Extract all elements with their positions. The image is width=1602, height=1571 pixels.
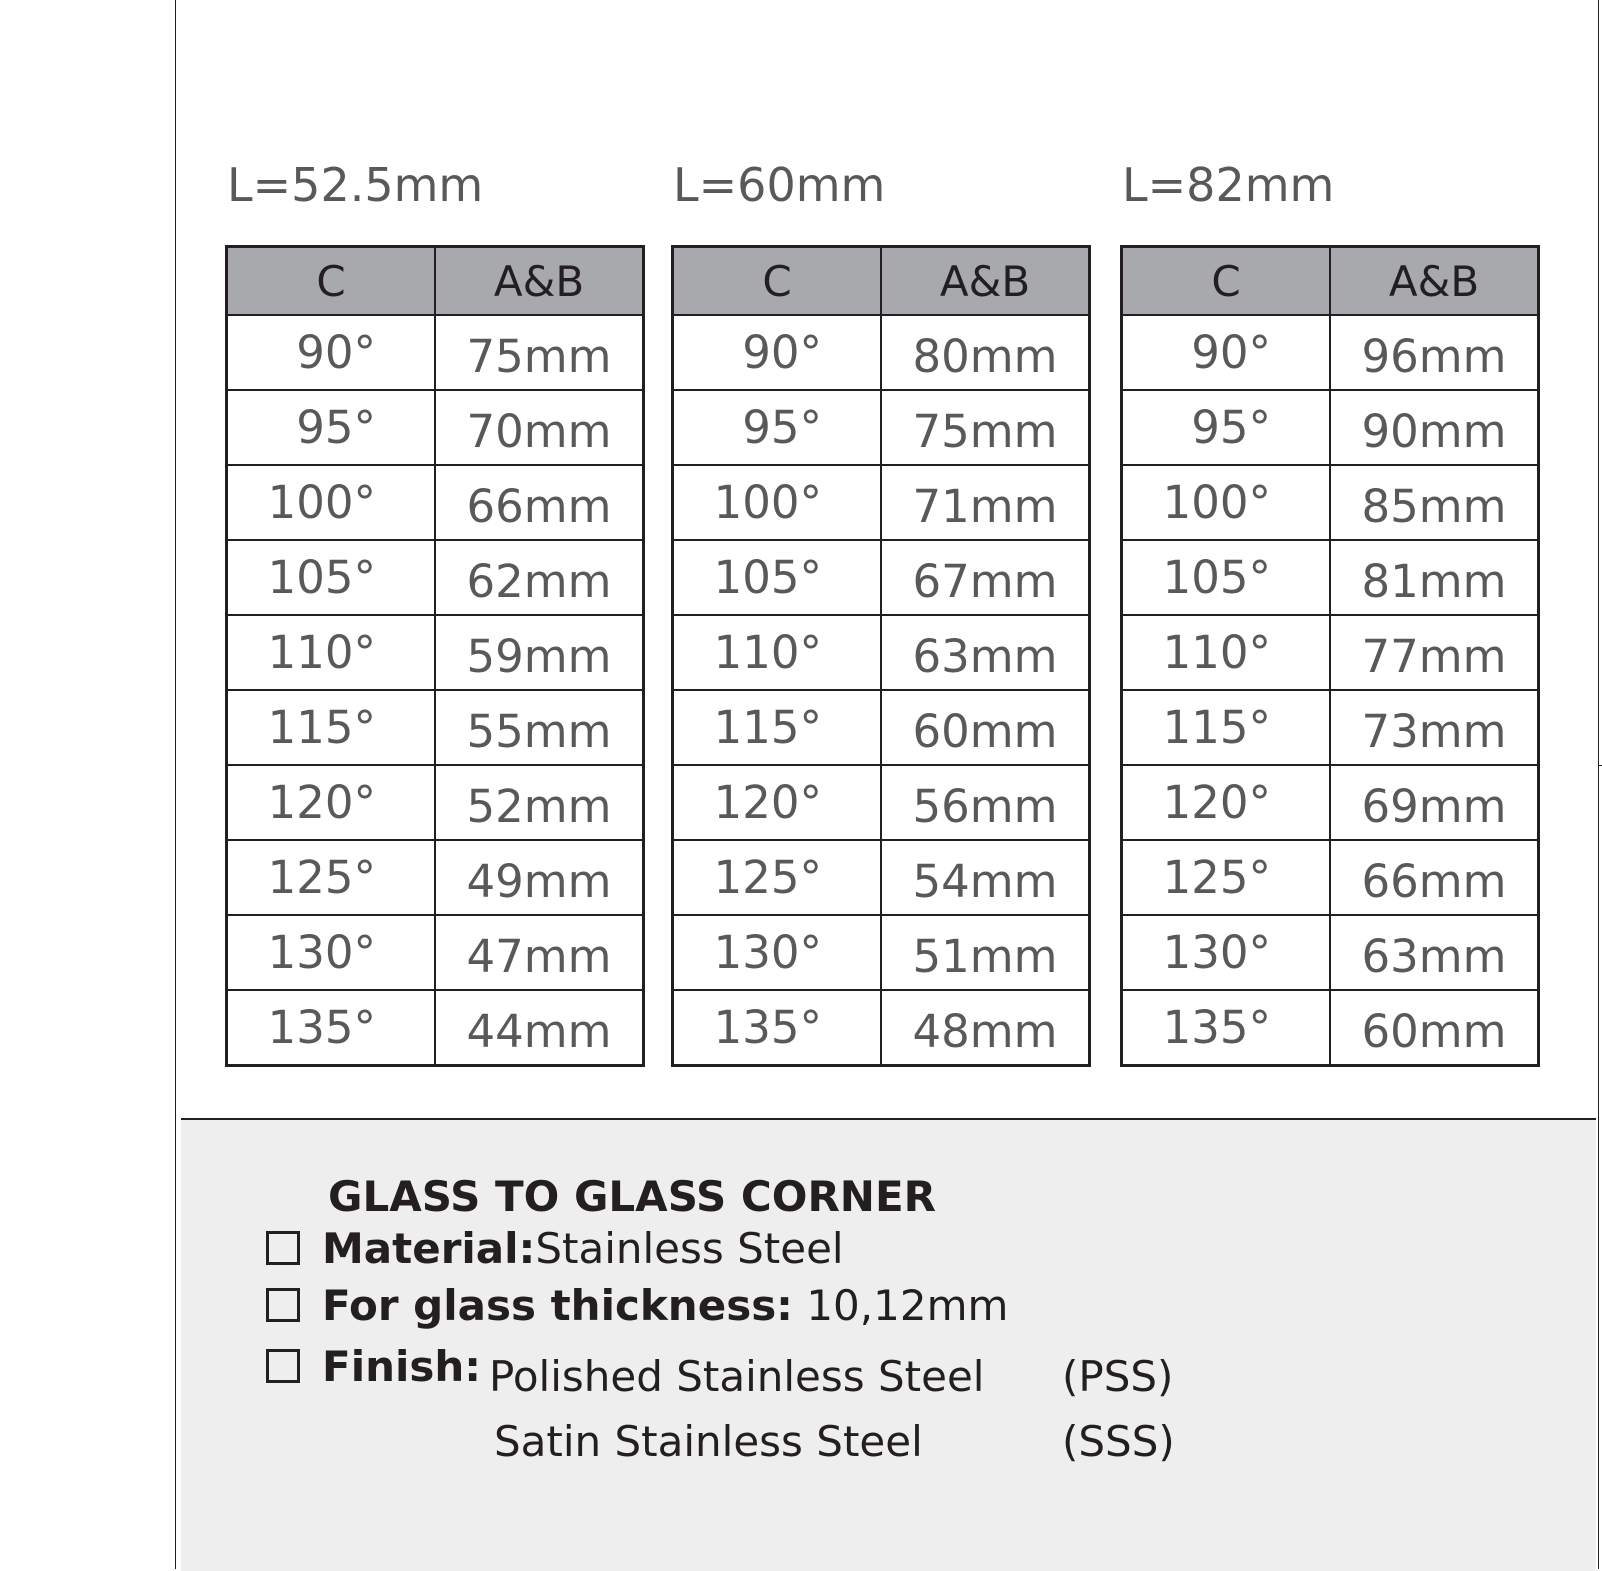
angle-cell: 120° [673, 765, 882, 840]
angle-cell: 90° [673, 315, 882, 390]
column-header-length: A&B [1330, 247, 1539, 316]
angle-cell: 115° [1122, 690, 1331, 765]
table-row [673, 390, 1090, 465]
length-cell: 63mm [881, 615, 1090, 690]
length-cell: 81mm [1330, 540, 1539, 615]
material-row [266, 1224, 844, 1273]
length-cell: 73mm [1330, 690, 1539, 765]
spec-table-block [1120, 150, 1540, 1067]
table-row [227, 390, 644, 465]
table-row [1122, 690, 1539, 765]
length-cell: 90mm [1330, 390, 1539, 465]
spec-table [671, 245, 1091, 1067]
angle-cell: 95° [227, 390, 436, 465]
checkbox-square-icon [266, 1349, 300, 1383]
material-label: Material: [322, 1224, 536, 1273]
table-row [1122, 540, 1539, 615]
table-row [227, 915, 644, 990]
table-row [1122, 615, 1539, 690]
table-row [1122, 915, 1539, 990]
angle-cell: 135° [1122, 990, 1331, 1066]
angle-cell: 110° [1122, 615, 1331, 690]
thickness-row [266, 1281, 1008, 1330]
table-row [673, 315, 1090, 390]
table-row [1122, 465, 1539, 540]
table-row [673, 990, 1090, 1066]
table-row [673, 915, 1090, 990]
angle-cell: 125° [673, 840, 882, 915]
table-row [673, 615, 1090, 690]
checkbox-square-icon [266, 1231, 300, 1265]
angle-cell: 100° [1122, 465, 1331, 540]
table-row [227, 315, 644, 390]
length-cell: 67mm [881, 540, 1090, 615]
spec-table [1120, 245, 1540, 1067]
length-cell: 44mm [435, 990, 644, 1066]
length-cell: 47mm [435, 915, 644, 990]
column-header-length: A&B [881, 247, 1090, 316]
length-cell: 56mm [881, 765, 1090, 840]
length-cell: 75mm [435, 315, 644, 390]
length-cell: 69mm [1330, 765, 1539, 840]
angle-cell: 135° [227, 990, 436, 1066]
length-cell: 63mm [1330, 915, 1539, 990]
finish-label: Finish: [322, 1342, 482, 1391]
table-row [673, 690, 1090, 765]
length-cell: 60mm [881, 690, 1090, 765]
angle-cell: 130° [227, 915, 436, 990]
angle-cell: 110° [673, 615, 882, 690]
table-row [227, 690, 644, 765]
table-row [1122, 765, 1539, 840]
right-edge-tick [1598, 765, 1602, 766]
angle-cell: 90° [1122, 315, 1331, 390]
column-header-angle: C [673, 247, 882, 316]
table-row [227, 615, 644, 690]
table-row [673, 540, 1090, 615]
table-row [227, 840, 644, 915]
left-margin-rule [175, 0, 176, 1569]
table-row [1122, 390, 1539, 465]
length-cell: 71mm [881, 465, 1090, 540]
finish-option-code: (SSS) [1062, 1417, 1175, 1466]
thickness-value: 10,12mm [792, 1281, 1009, 1330]
angle-cell: 95° [673, 390, 882, 465]
angle-cell: 120° [1122, 765, 1331, 840]
length-cell: 85mm [1330, 465, 1539, 540]
angle-cell: 125° [227, 840, 436, 915]
angle-cell: 105° [673, 540, 882, 615]
angle-cell: 105° [227, 540, 436, 615]
table-length-title: L=82mm [1122, 158, 1335, 212]
spec-table [225, 245, 645, 1067]
finish-row [266, 1342, 481, 1391]
length-cell: 70mm [435, 390, 644, 465]
angle-cell: 130° [1122, 915, 1331, 990]
length-cell: 62mm [435, 540, 644, 615]
spec-table-block [225, 150, 645, 1067]
angle-cell: 105° [1122, 540, 1331, 615]
angle-cell: 110° [227, 615, 436, 690]
column-header-length: A&B [435, 247, 644, 316]
length-cell: 54mm [881, 840, 1090, 915]
finish-option-name: Polished Stainless Steel [489, 1352, 985, 1401]
angle-cell: 90° [227, 315, 436, 390]
table-header-row [1122, 247, 1539, 316]
length-cell: 60mm [1330, 990, 1539, 1066]
table-length-title: L=52.5mm [227, 158, 484, 212]
table-row [1122, 315, 1539, 390]
length-cell: 66mm [1330, 840, 1539, 915]
length-cell: 52mm [435, 765, 644, 840]
table-row [1122, 990, 1539, 1066]
angle-cell: 115° [227, 690, 436, 765]
finish-option-code: (PSS) [1062, 1352, 1174, 1401]
length-cell: 48mm [881, 990, 1090, 1066]
table-row [673, 840, 1090, 915]
table-header-row [227, 247, 644, 316]
length-cell: 55mm [435, 690, 644, 765]
length-cell: 51mm [881, 915, 1090, 990]
length-cell: 66mm [435, 465, 644, 540]
length-cell: 96mm [1330, 315, 1539, 390]
table-length-title: L=60mm [673, 158, 886, 212]
table-row [1122, 840, 1539, 915]
table-row [227, 540, 644, 615]
angle-cell: 100° [673, 465, 882, 540]
length-cell: 80mm [881, 315, 1090, 390]
table-row [227, 990, 644, 1066]
table-row [227, 765, 644, 840]
length-cell: 59mm [435, 615, 644, 690]
material-value: Stainless Steel [535, 1224, 844, 1273]
length-cell: 77mm [1330, 615, 1539, 690]
finish-option-name: Satin Stainless Steel [494, 1417, 923, 1466]
length-cell: 49mm [435, 840, 644, 915]
table-row [673, 765, 1090, 840]
angle-cell: 130° [673, 915, 882, 990]
table-row [227, 465, 644, 540]
thickness-label: For glass thickness: [322, 1281, 793, 1330]
column-header-angle: C [227, 247, 436, 316]
angle-cell: 125° [1122, 840, 1331, 915]
table-header-row [673, 247, 1090, 316]
angle-cell: 135° [673, 990, 882, 1066]
angle-cell: 95° [1122, 390, 1331, 465]
angle-cell: 120° [227, 765, 436, 840]
product-title: GLASS TO GLASS CORNER [328, 1172, 936, 1221]
angle-cell: 100° [227, 465, 436, 540]
spec-table-block [671, 150, 1091, 1067]
right-margin-rule [1598, 0, 1599, 1569]
checkbox-square-icon [266, 1288, 300, 1322]
angle-cell: 115° [673, 690, 882, 765]
table-row [673, 465, 1090, 540]
column-header-angle: C [1122, 247, 1331, 316]
length-cell: 75mm [881, 390, 1090, 465]
